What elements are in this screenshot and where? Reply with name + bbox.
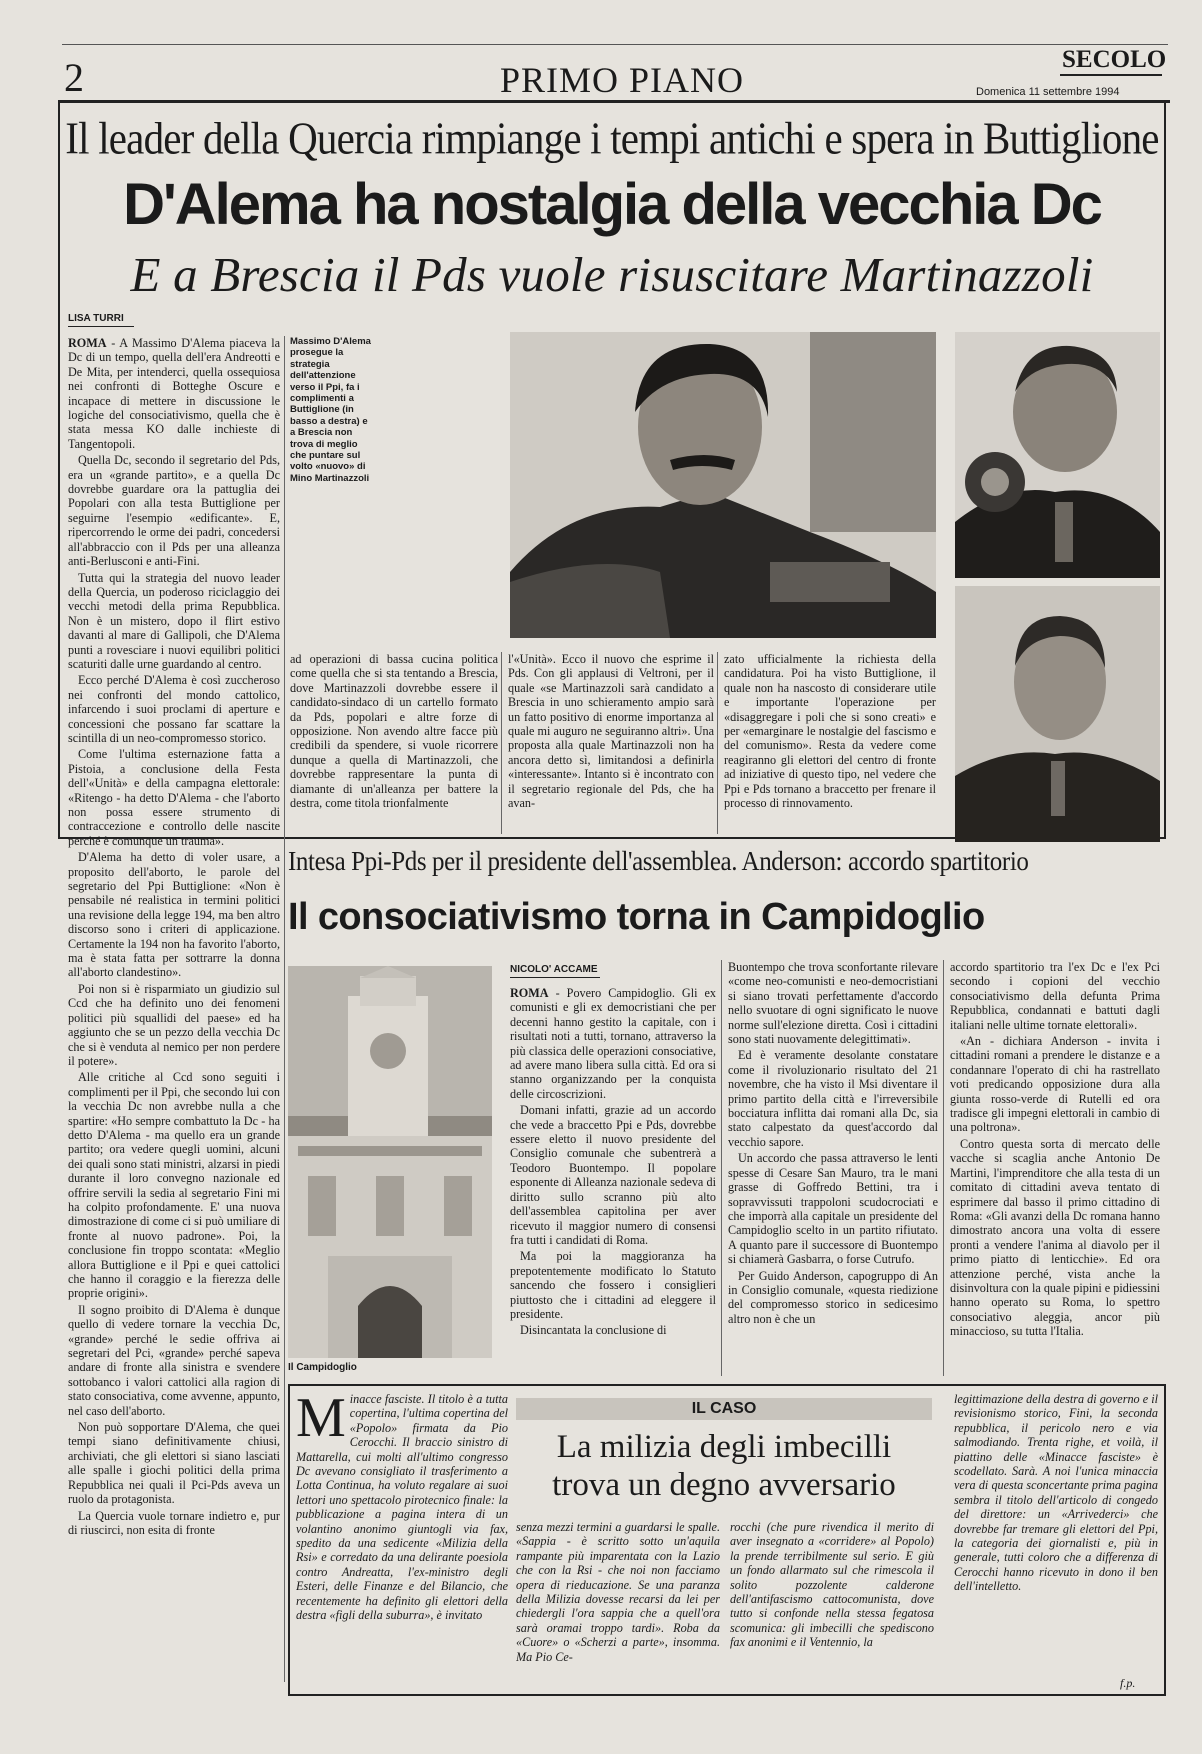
story2-column-1 — [510, 986, 716, 1376]
dalema-photo — [510, 332, 936, 638]
story1-kicker: Il leader della Quercia rimpiange i tempi antichi e spera in Buttiglione — [65, 112, 1159, 164]
story2-paragraph: Ma poi la maggioranza ha prepotentemente modificato lo Statuto sancendo che fossero i consiglieri piuttosto che i cittadini ad eleggere il presidente. — [510, 1249, 716, 1321]
story2-headline: Il consociativismo torna in Campidoglio — [288, 896, 985, 938]
story1-paragraph: Ecco perché D'Alema è così zuccheroso nei confronti del mondo cattolico, infarcendo i suoi proclami di aperture e concessioni che possano far scattare la scintilla di un neo-compromesso storico. — [68, 673, 280, 745]
campidoglio-photo — [288, 966, 492, 1358]
story1-photo-caption: Massimo D'Alema prosegue la strategia dell'attenzione verso il Ppi, fa i complimenti a Buttiglione (in basso a destra) e a Brescia non trova di meglio che puntare sul volto «nuovo» di Mino Martinazzoli — [290, 336, 371, 484]
story2-paragraph: Disincantata la conclusione di — [520, 1323, 667, 1338]
story1-paragraph: Non può sopportare D'Alema, che quei tempi siano definitivamente chiusi, archiviati, che gli elettori si siano lasciati alle spalle i giochi politici della prima Repubblica nei quali il Pci-Pds aveva un ruolo da protagonista. — [68, 1420, 280, 1507]
il-caso-label: IL CASO — [691, 1400, 757, 1417]
story2-paragraph: Per Guido Anderson, capogruppo di An in Consiglio comunale, «questa riedizione del compromesso storico in sedicesimo altro non è che un — [728, 1268, 938, 1326]
il-caso-middle-column-2: rocchi (che pure rivendica il merito di aver insegnato a «corridere» al Popolo) la prende terribilmente sul serio. E giù un fondo allarmato sul che rimescola il solito pozzolente calderone dell'antifascismo cattocomunista, dove tutto si confonde nella stessa fegatosa scomunica: gli imbecilli che spediscono fax anonimi e il Ventennio, la — [730, 1520, 934, 1650]
story2-column-2 — [728, 960, 938, 1376]
il-caso-signature: f.p. — [1120, 1676, 1136, 1690]
story1-paragraph: Tutta qui la strategia del nuovo leader della Quercia, un poderoso riciclaggio dei vecchi metodi della prima Repubblica. Non è un mistero, dopo il flirt estivo davanti al mare di Gallipoli, che D'Alema punti a rovesciare i nuovi equilibri politici scaturiti dalle urne guardando al centro. — [68, 570, 280, 671]
story1-subhead: E a Brescia il Pds vuole risuscitare Martinazzoli — [130, 247, 1094, 302]
story1-place: ROMA — [68, 336, 107, 350]
story1-byline: LISA TURRI — [68, 313, 124, 324]
page-number: 2 — [64, 55, 84, 100]
issue-date: Domenica 11 settembre 1994 — [976, 86, 1120, 98]
story1-paragraph: La Quercia vuole tornare indietro e, pur di riuscirci, non esita di fronte — [68, 1508, 280, 1537]
story2-paragraph: accordo spartitorio tra l'ex Dc e l'ex Pci secondo i copioni del vecchio consociativismo della defunta Prima Repubblica, condannati e battuti dagli italiani nelle ultime tornate elettorali». — [950, 960, 1160, 1032]
story1-column-3: l'«Unità». Ecco il nuovo che esprime il Pds. Con gli applausi di Veltroni, per il quale «se Martinazzoli sarà candidato a Brescia in uno schieramento ampio sarà un fatto positivo di enorme importanza al quale mi auguro ne seguiranno altri». Una proposta alla quale Martinazzoli non ha ancora detto sì, limitandosi a definirla «interessante». Intanto si è incontrato con il segretario regionale del Pds, che ha avan- — [508, 652, 714, 811]
story1-paragraph: D'Alema ha detto di voler usare, a proposito dell'aborto, le parole del segretario del Ppi Buttiglione: «Non è pensabile né realistica in termini politici una revisione della legge 194, ma ben altro discorso sono i criteri di applicazione. Certamente la 194 non ha favorito l'aborto, ma è stata fatta per sottrarre la donna all'aborto clandestino». — [68, 850, 280, 980]
il-caso-headline-1: La milizia degli imbecilli — [556, 1429, 892, 1465]
buttiglione-photo — [955, 332, 1160, 578]
story2-paragraph: Un accordo che passa attraverso le lenti spesse di Cesare San Mauro, tra le mani grasse di Goffredo Bettini, tra i sopravvissuti trappoloni scudocrociati e che imporrà alla capitale un presidente del Campidoglio scelto in un partito rifiutato. A quanto pare il successore di Buontempo si chiamerà Gasbarra, o forse Cutrufo. — [728, 1151, 938, 1267]
il-caso-left-text: inacce fasciste. Il titolo è a tutta copertina, l'ultima copertina del «Popolo» firmata da Pio Cerocchi. Il braccio sinistro di Mattarella, cui molti all'ultimo congresso Dc avevano consigliato il trasferimento a Lotta Continua, ha voluto regalare ai suoi lettori uno spettacolo pirotecnico finale: la pubblicazione a pagina intera di un volantino anonimo giuntogli via fax, spedito da una sedicente «Milizia della Rsi» e corredato da una delirante poesiola contro Andreatta, l'ex-ministro degli Esteri, delle Finanze e del Bilancio, che recentemente ha definito gli elettori della destra «figli della suburra», è invitato — [296, 1392, 508, 1623]
story1-paragraph: Alle critiche al Ccd sono seguiti i complimenti per il Ppi, che secondo lui con la vecchia Dc non avrebbe nulla a che spartire: «Ho sempre combattuto la Dc - ha detto D'Alema - ma quello era un grande partito; ora vedere quegli uomini, alcuni dei quali sono stati ministri, alzarsi in piedi durante il loro convegno nazionale ed offrire servili la sedia al segretario Fini mi ha colpito profondamente. E' una nuova dimostrazione di come ci si può umiliare di fronte al nuovo padrone». Poi, la conclusione fin troppo scontata: «Meglio allora Buttiglione e il Ppi e quei cattolici che hanno il coraggio e la fierezza delle proprie origini». — [68, 1070, 280, 1301]
story1-column-4: zato ufficialmente la richiesta della candidatura. Poi ha visto Buttiglione, il quale non ha nascosto di considerare utile e importante l'operazione per «disaggregare i poli che si sono creati» e per «emarginare le nostalgie del fascismo e del comunismo». Resta da vedere come reagiranno gli elettori del centro di fronte ad iniziative di questo tipo, nel vedere che Ppi e Pds tornano a braccetto per frenare il processo di rinnovamento. — [724, 652, 936, 811]
story1-paragraph: Quella Dc, secondo il segretario del Pds, era un «grande partito», e a quella Dc dovrebbe guardare ora la pattuglia dei Popolari con alla testa Buttiglione per seguirne l'esempio «edificante». E, ripercorrendo le orme dei padri, concedersi all'abbraccio con il Pds per una alleanza anti-Berlusconi e anti-Fini. — [68, 453, 280, 569]
story1-paragraph: Il sogno proibito di D'Alema è dunque quello di vedere tornare la vecchia Dc, «grande» perché le sedie offriva ai segretari del Pci, «grande» perché sapeva andare di fronte alla sinistra e svendere sottobanco i valori cattolici alla ragion di stato consociativa, come avvenne, appunto, nel caso dell'aborto. — [68, 1302, 280, 1418]
martinazzoli-photo — [955, 586, 1160, 842]
story2-paragraph: «An - dichiara Anderson - invita i cittadini romani a prendere le distanze e a condannare l'operato di chi ha rastrellato voti predicando opposizione dura alla giunta rosso-verde di Rutelli ed ora tradisce gli impegni elettorali in cambio di una poltrona». — [950, 1034, 1160, 1135]
story2-kicker: Intesa Ppi-Pds per il presidente dell'assemblea. Anderson: accordo spartitorio — [288, 847, 1029, 877]
il-caso-left-column — [296, 1392, 508, 1692]
story1-headline: D'Alema ha nostalgia della vecchia Dc — [123, 172, 1101, 237]
story2-paragraph: Contro questa sorta di mercato delle vacche si scaglia anche Antonio De Martini, l'imprenditore che alla testa di un comitato di cittadini aveva tentato di esprimere dal basso il primo cittadino di Roma: «Gli avanzi della Dc romana hanno dimostrato ancora una volta di essere pronti a vendere l'anima al diavolo per il primo piatto di lenticchie». Ed ora attenzione perché, vista anche la disinvoltura con la quale pipini e pidiessini hanno operato su Roma, lo spettro consociativo aleggia, ancor più minaccioso, su tutta l'Italia. — [950, 1136, 1160, 1339]
paper-name: SECOLO — [1062, 46, 1167, 73]
story2-paragraph: Buontempo che trova sconfortante rilevare «come neo-comunisti e neo-democristiani si siano trovati perfettamente d'accordo nello svuotare di ogni significato le nuove norme sull'elezione diretta. Così i cittadini sono stati nuovamente delegittimati». — [728, 960, 938, 1047]
story1-paragraph: Poi non si è risparmiato un giudizio sul Ccd che ha definito uno dei fenomeni politici più squallidi del paese» ed ha aggiunto che se un pezzo della vecchia Dc che si è venduta al nemico per non perdere il potere». — [68, 981, 280, 1068]
story1-paragraph: Come l'ultima esternazione fatta a Pistoia, a conclusione della Festa dell'«Unità» e della campagna elettorale: «Ritengo - ha detto D'Alema - che l'aborto non possa essere strumento di contraccezione e controllo delle nascite perché è comunque un trauma». — [68, 747, 280, 848]
story2-byline: NICOLO' ACCAME — [510, 964, 598, 975]
story2-column-3 — [950, 960, 1160, 1376]
il-caso-headline-2: trova un degno avversario — [552, 1467, 896, 1503]
il-caso-dropcap: M — [296, 1392, 346, 1449]
story2-paragraph: Domani infatti, grazie ad un accordo che vede a braccetto Ppi e Pds, dovrebbe essere eletto il nuovo presidente del Consiglio comunale che subentrerà a Teodoro Buontempo. Il popolare esponente di Alleanza nazionale sedeva di diritto sullo scranno più alto dell'assemblea capitolina per aver ricevuto il maggior numero di consensi fra tutti i candidati di Roma. — [510, 1103, 716, 1247]
story2-paragraph: - Povero Campidoglio. Gli ex comunisti e gli ex democristiani che per decenni hanno gestito la capitale, con i risultati noti a tutti, tornano, attraverso la più classica delle operazioni consociative, ad avere mano libera sulla città. Ed ora si stanno organizzando per la conquista delle circoscrizioni. — [510, 986, 716, 1101]
story1-paragraph: - A Massimo D'Alema piaceva la Dc di un tempo, quella dell'era Andreotti e De Mita, per intenderci, quella ossequiosa nei confronti di Botteghe Oscure e incapace di mettere in discussione le logiche del consociativismo, quella che è stata messa KO dalle inchieste di Tangentopoli. — [68, 336, 280, 451]
story2-place: ROMA — [510, 986, 549, 1000]
campidoglio-caption: Il Campidoglio — [288, 1362, 357, 1373]
il-caso-middle-column-1: senza mezzi termini a guardarsi le spalle. «Sappia - è scritto sotto un'aquila rampante più imparentata con la Lazio che con la Rsi - che noi non facciamo opera di rieducazione. Se una paranza della Milizia dovesse recarsi da lei per chiedergli l'ora sappia che a quell'ora sarà oramai troppo tardi». Roba da «Cuore» o «Scherzi a parte», insomma. Ma Pio Ce- — [516, 1520, 720, 1664]
story1-column-1 — [68, 336, 280, 1682]
story1-column-2: ad operazioni di bassa cucina politica come quella che si sta tentando a Brescia, dove Martinazzoli dovrebbe essere il candidato-sindaco di un cartello formato da Pds, popolari e altre forze di opposizione. Non avendo altre facce più credibili da spendere, si vuole ricorrere dunque a quella di Martinazzoli, che dovrebbe rappresentare la punta di diamante di un'alleanza per battere la destra, come titola trionfalmente — [290, 652, 498, 811]
il-caso-right-column: legittimazione della destra di governo e il revisionismo storico, Fini, la seconda repubblica, il pericolo nero e via salmodiando. Trenta righe, et voilà, il piattino delle «Minacce fasciste» è scodellato. Sarà. A noi l'unica minaccia vera di questa sconcertante prima pagina sembra il titolo dell'articolo di congedo del direttore: un «Arrivederci» che dovrebbe far tremare gli elettori del Ppi, la categoria dei giornalisti e, più in generale, tutti coloro che a differenza di Cerocchi hanno ricevuto in dono il ben dell'intelletto. — [954, 1392, 1158, 1594]
story2-paragraph: Ed è veramente desolante constatare come il rivoluzionario risultato del 21 novembre, che ha visto il Msi diventare il primo partito della città e l'irreversibile bocciatura inflitta dai romani alla Dc, sia stato calpestato da quest'accordo dal vecchio sapore. — [728, 1048, 938, 1149]
section-title: PRIMO PIANO — [500, 60, 745, 100]
